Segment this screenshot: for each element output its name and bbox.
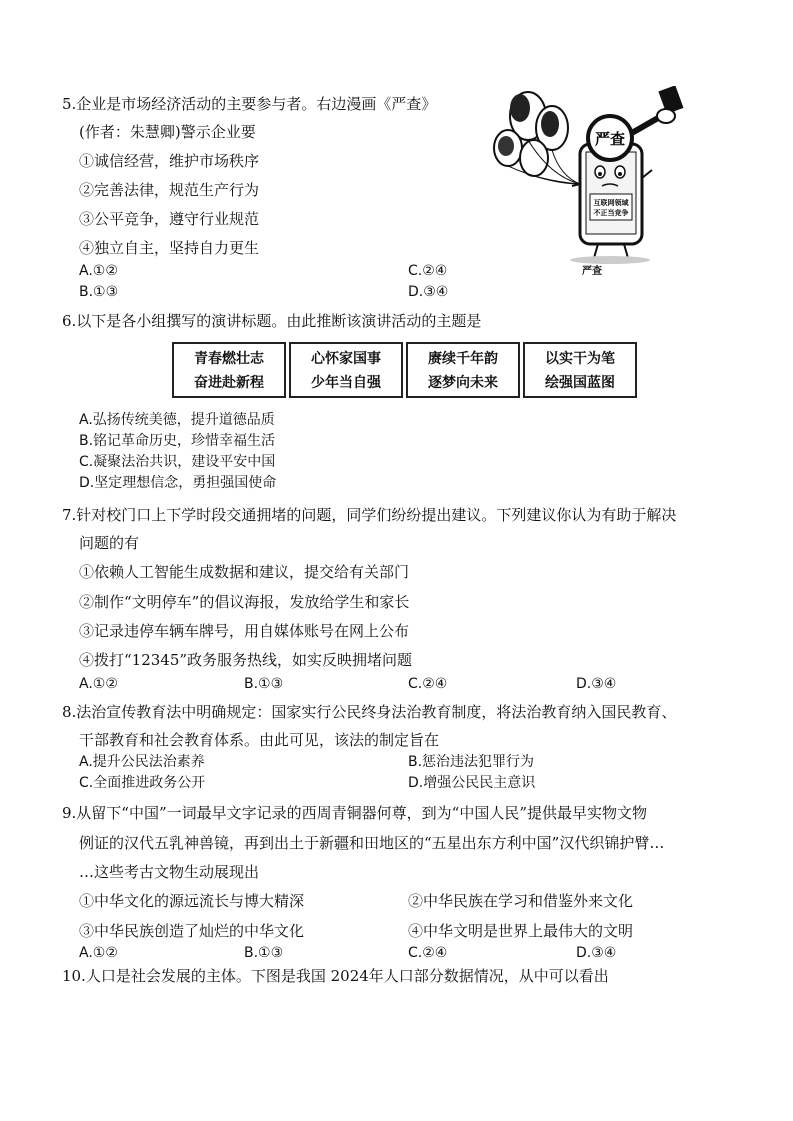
q9-option-b: B.①③ — [244, 945, 284, 961]
q6-stem: 6.以下是各小组撰写的演讲标题。由此推断该演讲活动的主题是 — [62, 312, 482, 330]
q6-option-c: C.凝聚法治共识，建设平安中国 — [79, 454, 276, 470]
q7-option-a: A.①② — [79, 676, 118, 692]
q8-option-a: A.提升公民法治素养 — [79, 754, 205, 770]
q7-stem-line2: 问题的有 — [79, 534, 140, 552]
q6-option-d: D.坚定理想信念，勇担强国使命 — [79, 475, 277, 491]
q9-item-3: ③中华民族创造了灿烂的中华文化 — [79, 922, 305, 940]
q7-option-d: D.③④ — [576, 676, 617, 692]
q9-item-4: ④中华文明是世界上最伟大的文明 — [408, 922, 634, 940]
q7-option-c: C.②④ — [408, 676, 448, 692]
speech-title-3-line2: 逐梦向未来 — [428, 375, 498, 391]
q10-stem: 10.人口是社会发展的主体。下图是我国 2024年人口部分数据情况，从中可以看出 — [62, 967, 609, 985]
q7-item-3: ③记录违停车辆车牌号，用自媒体账号在网上公布 — [79, 622, 410, 640]
speech-title-2-line2: 少年当自强 — [311, 375, 381, 391]
q5-option-d: D.③④ — [408, 284, 449, 300]
speech-title-4-line1: 以实干为笔 — [545, 351, 615, 367]
q7-item-2: ②制作“文明停车”的倡议海报，发放给学生和家长 — [79, 593, 410, 611]
q6-option-a: A.弘扬传统美德，提升道德品质 — [79, 412, 275, 428]
speech-title-1-line2: 奋进赴新程 — [194, 375, 264, 391]
q9-item-1: ①中华文化的源远流长与博大精深 — [79, 892, 305, 910]
q8-option-b: B.惩治违法犯罪行为 — [408, 754, 535, 770]
balloon-1-inner — [510, 94, 530, 122]
speech-title-box-4 — [523, 342, 637, 398]
speech-title-box-3 — [406, 342, 520, 398]
cartoon-caption: 严查 — [582, 266, 602, 277]
phone-screen — [586, 152, 636, 234]
phone-pupil-right — [618, 172, 622, 176]
q7-item-4: ④拨打“12345”政务服务热线，如实反映拥堵问题 — [79, 651, 413, 669]
q8-option-d: D.增强公民民主意识 — [408, 775, 536, 791]
q9-option-d: D.③④ — [576, 945, 617, 961]
phone-text-2: 不正当竞争 — [593, 209, 629, 217]
balloon-4 — [520, 140, 548, 176]
phone-legs — [586, 244, 636, 258]
q5-option-c: C.②④ — [408, 263, 448, 279]
q9-stem-line2: 例证的汉代五乳神兽镜，再到出土于新疆和田地区的“五星出东方利中国”汉代织锦护臂… — [79, 834, 665, 852]
hand — [657, 109, 675, 123]
q9-stem-line1: 9.从留下“中国”一词最早文字记录的西周青铜器何尊，到为“中国人民”提供最早实物文物 — [62, 804, 647, 822]
q7-item-1: ①依赖人工智能生成数据和建议，提交给有关部门 — [79, 563, 410, 581]
cartoon-illustration — [480, 86, 690, 266]
q9-stem-line3: …这些考古文物生动展现出 — [79, 863, 260, 881]
q5-item-2: ②完善法律，规范生产行为 — [79, 181, 260, 199]
phone-text-1: 互联网领域 — [593, 199, 629, 207]
q8-stem-line1: 8.法治宣传教育法中明确规定：国家实行公民终身法治教育制度，将法治教育纳入国民教育、 — [62, 703, 677, 721]
q5-stem-line2: (作者：朱慧卿)警示企业要 — [79, 123, 256, 141]
speech-title-4-line2: 绘强国蓝图 — [545, 375, 615, 391]
q7-option-b: B.①③ — [244, 676, 284, 692]
speech-title-3-line1: 赓续千年韵 — [428, 351, 498, 367]
q5-stem-line1: 5.企业是市场经济活动的主要参与者。右边漫画《严查》 — [62, 95, 437, 113]
q5-option-a: A.①② — [79, 263, 118, 279]
speech-title-box-2 — [289, 342, 403, 398]
q5-item-4: ④独立自主，坚持自力更生 — [79, 239, 260, 257]
speech-title-2-line1: 心怀家国事 — [311, 351, 381, 367]
balloon-2-inner — [541, 111, 559, 137]
q5-option-b: B.①③ — [79, 284, 119, 300]
phone-pupil-left — [598, 172, 602, 176]
speech-title-1-line1: 青春燃壮志 — [194, 351, 264, 367]
q8-stem-line2: 干部教育和社会教育体系。由此可见，该法的制定旨在 — [79, 731, 440, 749]
q9-option-a: A.①② — [79, 945, 118, 961]
q9-option-c: C.②④ — [408, 945, 448, 961]
q5-item-1: ①诚信经营，维护市场秩序 — [79, 152, 260, 170]
q7-stem-line1: 7.针对校门口上下学时段交通拥堵的问题，同学们纷纷提出建议。下列建议你认为有助于解决 — [62, 506, 677, 524]
q5-item-3: ③公平竞争，遵守行业规范 — [79, 210, 260, 228]
q8-option-c: C.全面推进政务公开 — [79, 775, 206, 791]
balloon-3-inner — [498, 136, 514, 156]
q9-item-2: ②中华民族在学习和借鉴外来文化 — [408, 892, 634, 910]
speech-title-box-1 — [172, 342, 286, 398]
q6-option-b: B.铭记革命历史，珍惜幸福生活 — [79, 433, 276, 449]
magnifier-text: 严查 — [594, 130, 626, 148]
